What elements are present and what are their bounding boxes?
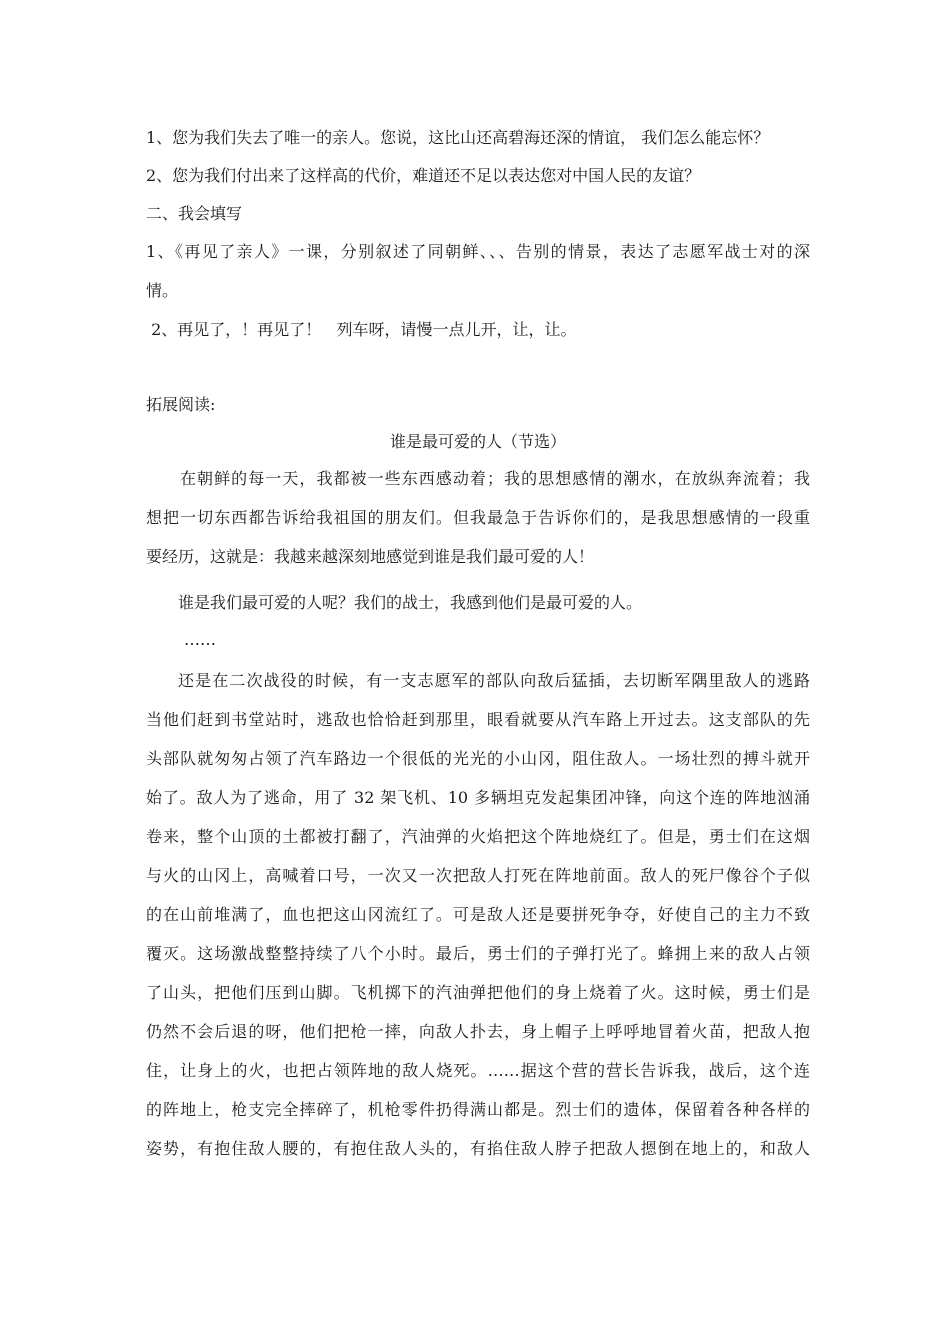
ellipsis: …… (184, 630, 216, 649)
paragraph-3-line-7: 的在山前堆满了，血也把这山冈流红了。可是敌人还是要拼死争夺，好使自己的主力不致 (146, 905, 810, 924)
paragraph-3-line-4: 始了。敌人为了逃命，用了 32 架飞机、10 多辆坦克发起集团冲锋，向这个连的阵地汹涌 (146, 788, 810, 807)
paragraph-3-line-3: 头部队就匆匆占领了汽车路边一个很低的光光的小山冈，阻住敌人。一场壮烈的搏斗就开 (146, 749, 810, 768)
paragraph-1-line-3: 要经历，这就是：我越来越深刻地感觉到谁是我们最可爱的人！ (146, 547, 595, 566)
paragraph-1-line-2: 想把一切东西都告诉给我祖国的朋友们。但我最急于告诉你们的，是我思想感情的一段重 (146, 508, 810, 527)
question-2: 2、您为我们付出来了这样高的代价，难道还不足以表达您对中国人民的友谊？ (146, 166, 701, 185)
paragraph-3-line-11: 住，让身上的火，也把占领阵地的敌人烧死。……据这个营的营长告诉我，战后，这个连 (146, 1061, 810, 1080)
section-2-title: 二、我会填写 (146, 204, 243, 223)
paragraph-3-line-9: 了山头，把他们压到山脚。飞机掷下的汽油弹把他们的身上烧着了火。这时候，勇士们是 (146, 983, 810, 1002)
paragraph-3-line-12: 的阵地上，枪支完全摔碎了，机枪零件扔得满山都是。烈士们的遗体，保留着各种各样的 (146, 1100, 810, 1119)
fill-blank-1-line-2: 情。 (146, 281, 179, 300)
paragraph-3-line-10: 仍然不会后退的呀，他们把枪一摔，向敌人扑去，身上帽子上呼呼地冒着火苗，把敌人抱 (146, 1022, 810, 1041)
paragraph-3-line-2: 当他们赶到书堂站时，逃敌也恰恰赶到那里，眼看就要从汽车路上开过去。这支部队的先 (146, 710, 810, 729)
extended-reading-label: 拓展阅读: (146, 395, 216, 414)
paragraph-3-line-5: 卷来，整个山顶的土都被打翻了，汽油弹的火焰把这个阵地烧红了。但是，勇士们在这烟 (146, 827, 810, 846)
article-title: 谁是最可爱的人（节选） (389, 432, 566, 451)
paragraph-2: 谁是我们最可爱的人呢？我们的战士，我感到他们是最可爱的人。 (178, 593, 643, 612)
paragraph-3-line-13: 姿势，有抱住敌人腰的，有抱住敌人头的，有掐住敌人脖子把敌人摁倒在地上的，和敌人 (146, 1139, 810, 1158)
fill-blank-2: 2、再见了，！再见了！ 列车呀，请慢一点儿开，让，让。 (146, 320, 577, 339)
fill-blank-1-line-1: 1、《再见了亲人》一课，分别叙述了同朝鲜、、、告别的情景，表达了志愿军战士对的深 (146, 242, 810, 261)
question-1: 1、您为我们失去了唯一的亲人。您说，这比山还高碧海还深的情谊， 我们怎么能忘怀？ (146, 128, 770, 147)
paragraph-1-line-1: 在朝鲜的每一天，我都被一些东西感动着；我的思想感情的潮水，在放纵奔流着；我 (180, 469, 810, 488)
paragraph-3-line-8: 覆灭。这场激战整整持续了八个小时。最后，勇士们的子弹打光了。蜂拥上来的敌人占领 (146, 944, 810, 963)
paragraph-3-line-1: 还是在二次战役的时候，有一支志愿军的部队向敌后猛插，去切断军隅里敌人的逃路 (178, 671, 810, 690)
paragraph-3-line-6: 与火的山冈上，高喊着口号，一次又一次把敌人打死在阵地前面。敌人的死尸像谷个子似 (146, 866, 810, 885)
